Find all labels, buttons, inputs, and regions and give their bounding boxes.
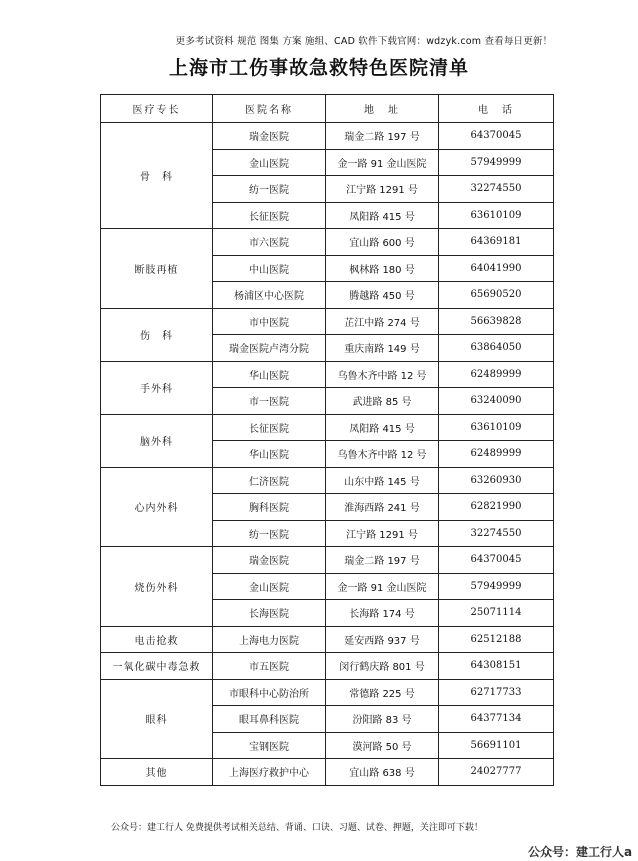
hospital-name-cell: 金山医院 [213,573,326,600]
hospital-name-cell: 纺一医院 [213,520,326,547]
address-cell: 山东中路 145 号 [326,467,439,494]
specialty-cell: 一氧化碳中毒急救 [101,653,213,680]
address-cell: 金一路 91 金山医院 [326,573,439,600]
address-cell: 常德路 225 号 [326,679,439,706]
address-cell: 淮海西路 241 号 [326,494,439,521]
hospital-name-cell: 杨浦区中心医院 [213,282,326,309]
specialty-cell: 电击抢救 [101,626,213,653]
phone-cell: 63610109 [439,202,554,229]
table-row [101,467,554,494]
column-header-hospital: 医院名称 [213,95,326,123]
table-row [101,626,554,653]
top-download-note: 更多考试资料 规范 图集 方案 施组、CAD 软件下载官网：wdzyk.com 查看每日更新！ [175,36,553,47]
table-row [101,229,554,256]
phone-cell: 63864050 [439,335,554,362]
address-cell: 江宁路 1291 号 [326,176,439,203]
hospital-name-cell: 市一医院 [213,388,326,415]
page-title: 上海市工伤事故急救特色医院清单 [168,57,469,79]
specialty-cell: 断肢再植 [101,229,213,309]
phone-cell: 32274550 [439,176,554,203]
hospital-name-cell: 瑞金医院 [213,123,326,150]
phone-cell: 62512188 [439,626,554,653]
phone-cell: 62489999 [439,361,554,388]
address-cell: 长海路 174 号 [326,600,439,627]
address-cell: 瑞金二路 197 号 [326,123,439,150]
specialty-cell: 眼科 [101,679,213,759]
specialty-cell: 脑外科 [101,414,213,467]
column-header-phone: 电 话 [439,95,554,123]
hospital-name-cell: 瑞金医院 [213,547,326,574]
address-cell: 宜山路 638 号 [326,759,439,786]
address-cell: 延安西路 937 号 [326,626,439,653]
address-cell: 武进路 85 号 [326,388,439,415]
hospital-name-cell: 长征医院 [213,202,326,229]
table-row [101,361,554,388]
phone-cell: 64041990 [439,255,554,282]
table-row [101,414,554,441]
address-cell: 漠河路 50 号 [326,732,439,759]
address-cell: 枫林路 180 号 [326,255,439,282]
phone-cell: 56691101 [439,732,554,759]
specialty-cell: 烧伤外科 [101,547,213,627]
phone-cell: 56639828 [439,308,554,335]
column-header-specialty: 医疗专长 [101,95,213,123]
address-cell: 金一路 91 金山医院 [326,149,439,176]
hospital-name-cell: 市中医院 [213,308,326,335]
hospital-name-cell: 眼耳鼻科医院 [213,706,326,733]
specialty-cell: 手外科 [101,361,213,414]
phone-cell: 63260930 [439,467,554,494]
phone-cell: 63610109 [439,414,554,441]
hospital-name-cell: 上海医疗救护中心 [213,759,326,786]
address-cell: 瑞金二路 197 号 [326,547,439,574]
hospital-table [100,94,554,786]
address-cell: 乌鲁木齐中路 12 号 [326,361,439,388]
hospital-name-cell: 宝钢医院 [213,732,326,759]
specialty-cell: 心内外科 [101,467,213,547]
hospital-name-cell: 华山医院 [213,361,326,388]
hospital-name-cell: 纺一医院 [213,176,326,203]
hospital-name-cell: 华山医院 [213,441,326,468]
footer-note: 公众号：建工行人 免费提供考试相关总结、背诵、口诀、习题、试卷、押题，关注即可下载！ [111,823,483,833]
address-cell: 凤阳路 415 号 [326,202,439,229]
table-row [101,547,554,574]
table-row [101,759,554,786]
specialty-cell: 其他 [101,759,213,786]
hospital-name-cell: 长征医院 [213,414,326,441]
hospital-name-cell: 上海电力医院 [213,626,326,653]
hospital-name-cell: 瑞金医院卢湾分院 [213,335,326,362]
table-row [101,308,554,335]
hospital-name-cell: 胸科医院 [213,494,326,521]
address-cell: 汾阳路 83 号 [326,706,439,733]
phone-cell: 62489999 [439,441,554,468]
address-cell: 宜山路 600 号 [326,229,439,256]
hospital-name-cell: 市六医院 [213,229,326,256]
address-cell: 闵行鹤庆路 801 号 [326,653,439,680]
phone-cell: 25071114 [439,600,554,627]
table-row [101,653,554,680]
hospital-name-cell: 金山医院 [213,149,326,176]
phone-cell: 65690520 [439,282,554,309]
address-cell: 乌鲁木齐中路 12 号 [326,441,439,468]
specialty-cell: 伤 科 [101,308,213,361]
table-row [101,679,554,706]
address-cell: 江宁路 1291 号 [326,520,439,547]
table-row [101,123,554,150]
specialty-cell: 骨 科 [101,123,213,229]
hospital-name-cell: 仁济医院 [213,467,326,494]
address-cell: 凤阳路 415 号 [326,414,439,441]
phone-cell: 64370045 [439,123,554,150]
phone-cell: 62821990 [439,494,554,521]
column-header-address: 地 址 [326,95,439,123]
hospital-name-cell: 市眼科中心防治所 [213,679,326,706]
hospital-name-cell: 中山医院 [213,255,326,282]
phone-cell: 64377134 [439,706,554,733]
hospital-name-cell: 长海医院 [213,600,326,627]
phone-cell: 64370045 [439,547,554,574]
address-cell: 重庆南路 149 号 [326,335,439,362]
phone-cell: 24027777 [439,759,554,786]
phone-cell: 64308151 [439,653,554,680]
address-cell: 腾越路 450 号 [326,282,439,309]
phone-cell: 64369181 [439,229,554,256]
table-header-row [101,95,554,123]
address-cell: 芷江中路 274 号 [326,308,439,335]
phone-cell: 63240090 [439,388,554,415]
phone-cell: 57949999 [439,573,554,600]
phone-cell: 57949999 [439,149,554,176]
phone-cell: 62717733 [439,679,554,706]
table-body [101,123,554,786]
hospital-name-cell: 市五医院 [213,653,326,680]
phone-cell: 32274550 [439,520,554,547]
watermark: 公众号：建工行人a [528,845,633,859]
